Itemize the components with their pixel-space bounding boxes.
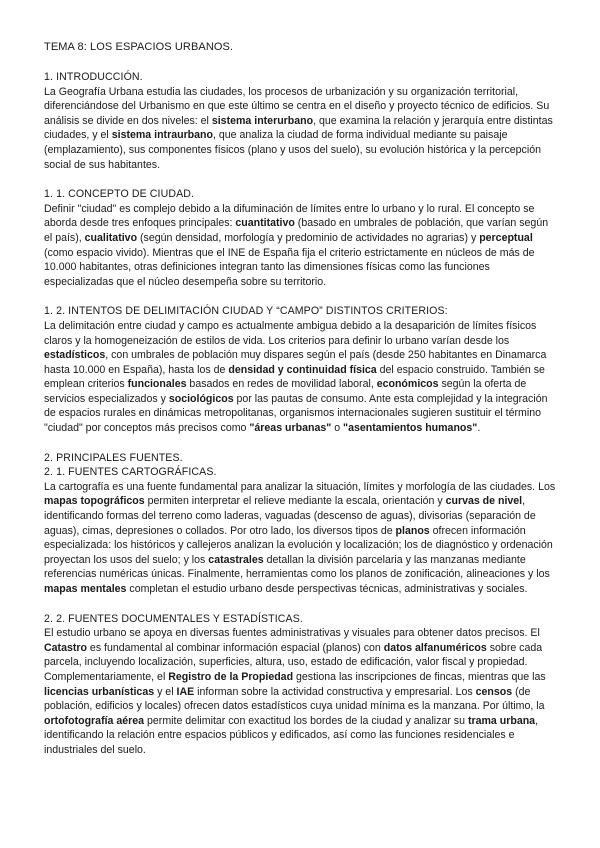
- text-run: por las pautas de consumo. Ante esta complejidad y la integración de espacios rurales en dinámicas metropolitanas, organismos internacionales sugieren sustituir el término "ciudad" por conceptos más precisos como: [44, 392, 548, 435]
- paragraph-delimitacion: [44, 319, 556, 436]
- paragraph-fuentes-documentales: [44, 626, 556, 757]
- bold-term: cualitativo: [84, 231, 138, 244]
- text-run: La delimitación entre ciudad y campo es actualmente ambigua debido a la desaparición de límites físicos claros y la homogeneización de estilos de vida. Los criterios para definir lo urbano varían desde los: [44, 319, 537, 347]
- bold-term: ortofotografía aérea: [44, 714, 145, 727]
- text-run: del espacio construido. También se emplean criterios: [44, 363, 545, 391]
- bold-term: sistema intraurbano: [111, 129, 213, 142]
- text-run: ofrecen información especializada: los históricos y callejeros analizan la evolución y localización; los de diagnóstico y ordenación proyectan los usos del suelo; y los: [44, 524, 553, 566]
- bold-term: IAE: [176, 685, 195, 698]
- text-run: sobre cada parcela, incluyendo localización, superficies, altura, uso, estado de edificación, valor fiscal y propiedad. Complementariamente, el: [44, 641, 543, 683]
- bold-term: Catastro: [44, 641, 87, 654]
- text-run: (como espacio vivido). Mientras que el INE de España fija el criterio estrictamente en núcleos de más de 10.000 habitantes, otras definiciones integran tanto las dimensiones físicas como las funciones especializadas que el núcleo desempeña sobre su territorio.: [44, 246, 535, 288]
- bold-term: sociológicos: [168, 392, 234, 405]
- text-run: permiten interpretar el relieve mediante la escala, orientación y: [144, 495, 446, 508]
- heading-fuentes-cartograficas: 2. 1. FUENTES CARTOGRÁFICAS.: [44, 466, 217, 479]
- bold-term: sistema interurbano: [211, 114, 314, 127]
- bold-term: catastrales: [208, 553, 264, 566]
- heading-introduccion: 1. INTRODUCCIÓN.: [44, 71, 143, 83]
- text-run: , identificando formas del terreno como laderas, vaguadas (descenso de aguas), divisorias (separación de aguas), cimas, depresiones o collados. Por otro lado, los diversos tipos de: [44, 495, 536, 537]
- text-run: y el: [154, 685, 177, 698]
- text-run: (según densidad, morfología y predominio de actividades no agrarias) y: [137, 231, 480, 244]
- bold-term: económicos: [376, 378, 439, 391]
- text-run: informan sobre la actividad constructiva y empresarial. Los: [194, 685, 476, 698]
- text-run: o: [331, 422, 344, 435]
- heading-concepto-ciudad: 1. 1. CONCEPTO DE CIUDAD.: [44, 188, 195, 201]
- bold-term: "asentamientos humanos": [343, 422, 478, 435]
- text-run: La cartografía es una fuente fundamental para analizar la situación, límites y morfología de las ciudades. Los: [44, 480, 556, 493]
- bold-term: licencias urbanísticas: [44, 685, 155, 698]
- bold-term: perceptual: [479, 231, 533, 244]
- heading-principales-fuentes: 2. PRINCIPALES FUENTES.: [44, 451, 183, 464]
- text-run: Definir "ciudad" es complejo debido a la difuminación de límites entre lo urbano y lo rural. El concepto se aborda desde tres enfoques principales:: [44, 202, 535, 230]
- bold-term: planos: [395, 524, 430, 537]
- text-run: permite delimitar con exactitud los bordes de la ciudad y analizar su: [144, 714, 468, 727]
- text-run: según la oferta de servicios especializados y: [44, 378, 527, 405]
- text-run: , con umbrales de población muy dispares según el país (desde 250 habitantes en Dinamarca hasta 10.000 en España), hasta los de: [44, 349, 547, 376]
- paragraph-concepto-ciudad: [44, 202, 556, 290]
- text-run: basados en redes de movilidad laboral,: [186, 378, 377, 391]
- bold-term: "áreas urbanas": [249, 422, 332, 435]
- heading-fuentes-documentales: 2. 2. FUENTES DOCUMENTALES Y ESTADÍSTICAS.: [44, 612, 303, 625]
- paragraph-introduccion: [44, 85, 556, 173]
- text-run: es fundamental al combinar información espacial (planos) con: [86, 641, 384, 654]
- paragraph-fuentes-cartograficas: [44, 480, 556, 597]
- text-run: detallan la división parcelaria y las manzanas mediante referencias numéricas únicas. Finalmente, herramientas como los planos de zonificación, alineaciones y los: [44, 553, 550, 581]
- bold-term: curvas de nivel: [445, 495, 523, 508]
- text-run: gestiona las inscripciones de fincas, mientras que las: [293, 670, 546, 683]
- bold-term: censos: [475, 685, 513, 698]
- bold-term: estadísticos: [44, 349, 106, 362]
- heading-delimitacion: 1. 2. INTENTOS DE DELIMITACIÓN CIUDAD Y “CAMPO” DISTINTOS CRITERIOS:: [44, 305, 448, 318]
- text-run: , que examina la relación y jerarquía entre distintas ciudades, y el: [44, 114, 553, 142]
- bold-term: trama urbana: [467, 714, 536, 727]
- text-run: (de población, edificios y locales) ofrecen datos estadísticos cuya unidad mínima es la manzana. Por último, la: [44, 685, 545, 713]
- bold-term: datos alfanuméricos: [383, 641, 487, 654]
- bold-term: densidad y continuidad física: [228, 363, 377, 376]
- text-run: (basado en umbrales de población, que varían según el país),: [44, 217, 549, 244]
- bold-term: mapas mentales: [44, 583, 127, 595]
- text-run: completan el estudio urbano desde perspectivas técnicas, administrativas y sociales.: [126, 583, 528, 595]
- bold-term: funcionales: [127, 378, 187, 391]
- bold-term: mapas topográficos: [44, 495, 145, 508]
- bold-term: cuantitativo: [235, 217, 295, 230]
- text-run: .: [477, 422, 481, 435]
- text-run: , identificando la relación entre espacios públicos y edificados, así como las funciones residenciales e industriales del suelo.: [44, 714, 539, 756]
- text-run: La Geografía Urbana estudia las ciudades, los procesos de urbanización y su organización territorial, diferenciándose del Urbanismo en que este último se centra en el diseño y proyecto técnico de edificios. Su análisis se divide en dos niveles: el: [44, 85, 550, 127]
- text-run: , que analiza la ciudad de forma individual mediante su paisaje (emplazamiento), sus componentes físicos (plano y usos del suelo), su evolución histórica y la percepción social de sus habitantes.: [44, 129, 541, 171]
- document-title: TEMA 8: LOS ESPACIOS URBANOS.: [44, 41, 234, 53]
- text-run: El estudio urbano se apoya en diversas fuentes administrativas y visuales para obtener datos precisos. El: [44, 627, 540, 640]
- bold-term: Registro de la Propiedad: [168, 670, 294, 683]
